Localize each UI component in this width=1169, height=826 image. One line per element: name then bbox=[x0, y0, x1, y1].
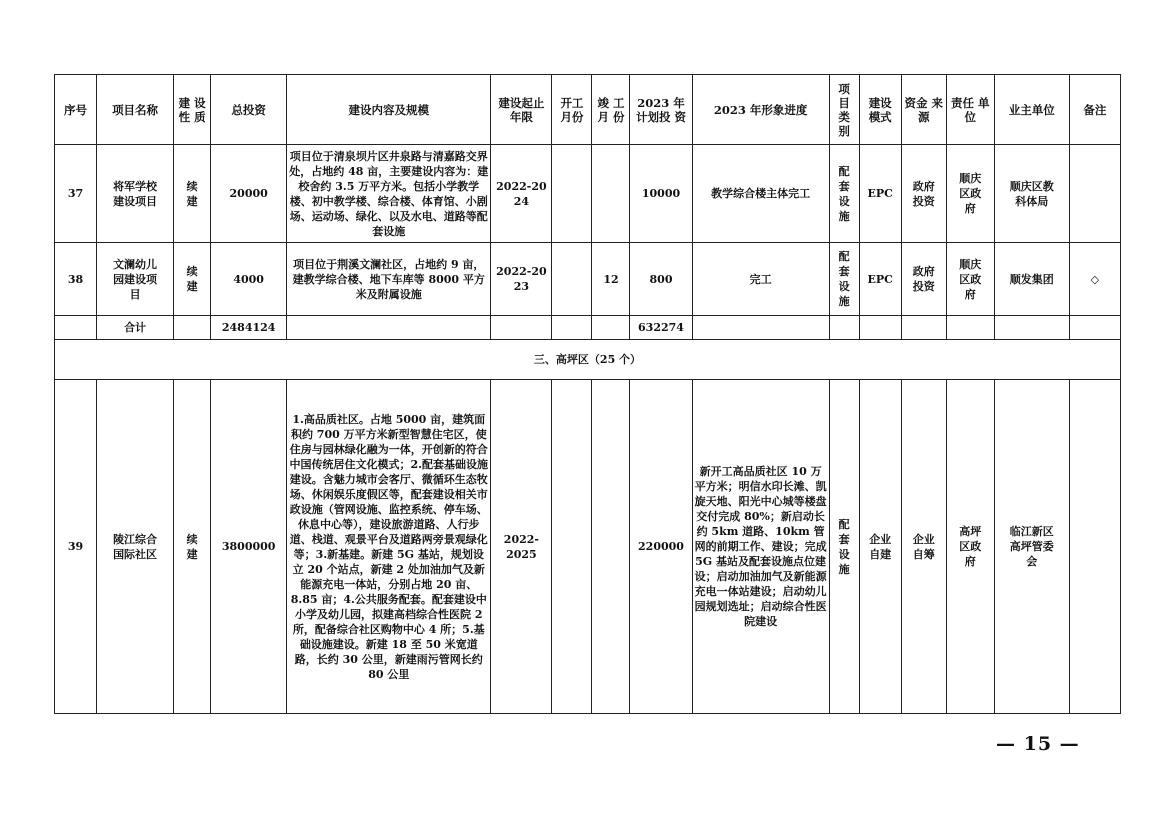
total-plan: 632274 bbox=[630, 316, 692, 340]
cell-mode: 企业 自建 bbox=[859, 380, 901, 714]
section-row bbox=[55, 340, 1121, 380]
header-nature: 建 设 性 质 bbox=[174, 75, 211, 145]
page-number: — 15 — bbox=[996, 733, 1080, 755]
total-invest: 2484124 bbox=[211, 316, 287, 340]
header-period: 建设起止年限 bbox=[491, 75, 552, 145]
header-plan: 2023 年 计划投 资 bbox=[630, 75, 692, 145]
table-row bbox=[55, 145, 1121, 243]
cell-seq: 38 bbox=[55, 243, 97, 316]
header-owner: 业主单位 bbox=[994, 75, 1069, 145]
cell-content: 1.高品质社区。占地 5000 亩，建筑面积约 700 万平方米新型智慧住宅区，使住房与园林绿化融为一体，开创新的符合中国传统居住文化模式；2.配套基础设施建设。含魅力城市会客厅、微循环生态牧场、休闲娱乐度假区等，配套建设相关市政设施（管网设施、监控系统、停车场、休息中心等），建设旅游道路、人行步道、栈道、观景平台及道路两旁景观绿化等；3.新基建。新建 5G 基站，规划设立 20 个站点，新建 2 处加油加气及新能源充电一体站，分别占地 20 亩、8.85 亩；4.公共服务配套。配套建设中小学及幼儿园，拟建高档综合性医院 2 所，配备综合社区购物中心 4 所；5.基础设施建设。新建 18 至 50 米宽道路，长约 30 公里，新建雨污管网长约 80 公里 bbox=[287, 380, 491, 714]
cell-owner: 临江新区 高坪管委 会 bbox=[994, 380, 1069, 714]
cell-category: 配 套 设 施 bbox=[829, 380, 859, 714]
cell-invest: 4000 bbox=[211, 243, 287, 316]
header-name: 项目名称 bbox=[97, 75, 174, 145]
cell-mode: EPC bbox=[859, 243, 901, 316]
cell-name: 将军学校 建设项目 bbox=[97, 145, 174, 243]
cell-plan: 220000 bbox=[630, 380, 692, 714]
cell-complete bbox=[592, 380, 630, 714]
cell-start bbox=[552, 145, 592, 243]
header-remark: 备注 bbox=[1069, 75, 1120, 145]
header-category: 项 目 类 别 bbox=[829, 75, 859, 145]
cell-resp: 顺庆 区政 府 bbox=[946, 145, 994, 243]
cell-start bbox=[552, 243, 592, 316]
cell-seq: 39 bbox=[55, 380, 97, 714]
cell-content: 项目位于清泉坝片区井泉路与清嘉路交界处，占地约 48 亩，主要建设内容为：建校舍约 3.5 万平方米。包括小学教学楼、初中教学楼、综合楼、体育馆、小剧场、运动场、绿化、以及水电、道路等配套设施 bbox=[287, 145, 491, 243]
cell-complete: 12 bbox=[592, 243, 630, 316]
cell-period: 2022-20 23 bbox=[491, 243, 552, 316]
cell-period: 2022- 2025 bbox=[491, 380, 552, 714]
cell-remark: ◇ bbox=[1069, 243, 1120, 316]
header-mode: 建设 模式 bbox=[859, 75, 901, 145]
cell-period: 2022-20 24 bbox=[491, 145, 552, 243]
project-table bbox=[54, 74, 1121, 714]
table-row bbox=[55, 243, 1121, 316]
table-row bbox=[55, 380, 1121, 714]
header-start: 开工 月份 bbox=[552, 75, 592, 145]
header-fund: 资金 来源 bbox=[901, 75, 946, 145]
cell-invest: 3800000 bbox=[211, 380, 287, 714]
cell-remark bbox=[1069, 145, 1120, 243]
cell-resp: 高坪 区政 府 bbox=[946, 380, 994, 714]
header-row bbox=[55, 75, 1121, 145]
cell-seq: 37 bbox=[55, 145, 97, 243]
cell-category: 配 套 设 施 bbox=[829, 145, 859, 243]
cell-progress: 教学综合楼主体完工 bbox=[692, 145, 829, 243]
cell-plan: 10000 bbox=[630, 145, 692, 243]
cell-fund: 政府 投资 bbox=[901, 145, 946, 243]
cell-nature: 续 建 bbox=[174, 145, 211, 243]
cell-fund: 企业 自筹 bbox=[901, 380, 946, 714]
header-progress: 2023 年形象进度 bbox=[692, 75, 829, 145]
cell-category: 配 套 设 施 bbox=[829, 243, 859, 316]
cell-remark bbox=[1069, 380, 1120, 714]
cell-plan: 800 bbox=[630, 243, 692, 316]
cell-owner: 顺庆区教 科体局 bbox=[994, 145, 1069, 243]
cell-nature: 续 建 bbox=[174, 380, 211, 714]
total-label: 合计 bbox=[97, 316, 174, 340]
header-resp: 责任 单位 bbox=[946, 75, 994, 145]
cell-content: 项目位于荆溪文澜社区，占地约 9 亩，建教学综合楼、地下车库等 8000 平方米及附属设施 bbox=[287, 243, 491, 316]
cell-name: 陵江综合 国际社区 bbox=[97, 380, 174, 714]
cell-fund: 政府 投资 bbox=[901, 243, 946, 316]
header-content: 建设内容及规模 bbox=[287, 75, 491, 145]
total-row bbox=[55, 316, 1121, 340]
header-seq: 序号 bbox=[55, 75, 97, 145]
cell-resp: 顺庆 区政 府 bbox=[946, 243, 994, 316]
cell-start bbox=[552, 380, 592, 714]
cell-progress: 新开工高品质社区 10 万平方米；明信水印长滩、凯旋天地、阳光中心城等楼盘交付完成 80%；新启动长约 5km 道路、10km 管网的前期工作、建设；完成 5G 基站及配套设施点位建设；启动加油加气及新能源充电一体站建设；启动幼儿园规划选址；启动综合性医院建设 bbox=[692, 380, 829, 714]
cell-nature: 续 建 bbox=[174, 243, 211, 316]
section-title: 三、高坪区（25 个） bbox=[55, 340, 1121, 380]
cell-progress: 完工 bbox=[692, 243, 829, 316]
cell-complete bbox=[592, 145, 630, 243]
cell-mode: EPC bbox=[859, 145, 901, 243]
cell-invest: 20000 bbox=[211, 145, 287, 243]
header-complete: 竣 工 月 份 bbox=[592, 75, 630, 145]
cell-owner: 顺发集团 bbox=[994, 243, 1069, 316]
header-invest: 总投资 bbox=[211, 75, 287, 145]
cell-name: 文澜幼儿 园建设项 目 bbox=[97, 243, 174, 316]
